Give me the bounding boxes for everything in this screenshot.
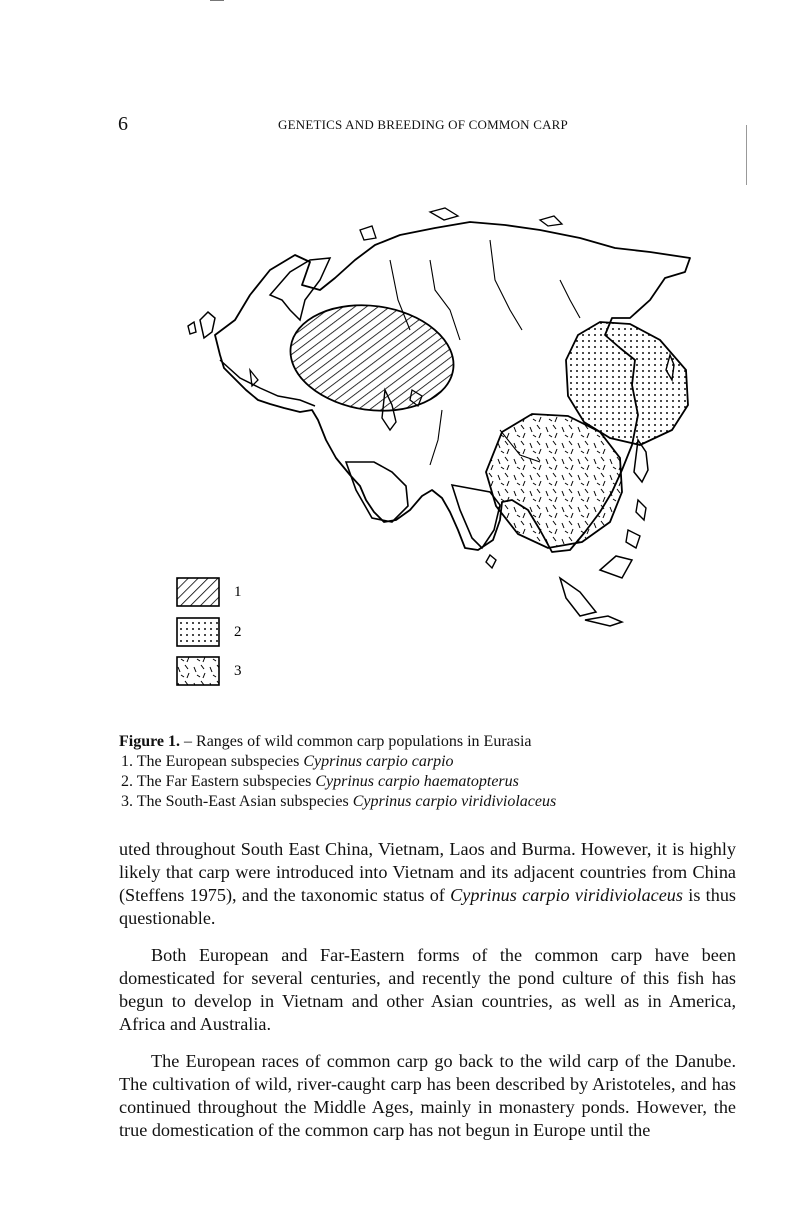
paragraph-1-taxon: Cyprinus carpio viridiviolaceus [450, 885, 683, 905]
japan [634, 440, 648, 482]
paragraph-2: Both European and Far-Eastern forms of the common carp have been domesticated for several centuries, and recently the pond culture of this fish has begun to develop in Vietnam and other Asian countries, as well as in America, Africa and Australia. [119, 945, 736, 1034]
paragraph-3: The European races of common carp go back to the wild carp of the Danube. The cultivation of wild, river-caught carp has been described by Aristoteles, and has continued throughout the Middle Ages, mainly in monastery ponds. However, the true domestication of the common carp has not begun in Europe until the [119, 1051, 736, 1140]
caption-item-3-text: 3. The South-East Asian subspecies [121, 793, 353, 810]
running-head: GENETICS AND BREEDING OF COMMON CARP [278, 117, 568, 132]
caption-item-1-text: 1. The European subspecies [121, 753, 304, 770]
british-isles [200, 312, 215, 338]
caption-title-line [119, 732, 556, 752]
caption-label: Figure 1. [119, 733, 181, 750]
caption-item-2 [119, 772, 556, 792]
paragraph-1-b: is thus questionable. [119, 885, 737, 928]
page-number: 6 [118, 113, 128, 135]
legend-label-1: 1 [234, 584, 242, 600]
legend-label-3: 3 [234, 663, 242, 679]
caption-item-2-text: 2. The Far Eastern subspecies [121, 773, 316, 790]
arabian-peninsula [346, 462, 408, 522]
paragraph-1 [119, 838, 736, 930]
legend-swatch-3 [177, 657, 219, 685]
legend-swatch-1 [177, 578, 219, 606]
arctic-islands [430, 208, 458, 220]
rivers [430, 260, 460, 340]
legend-swatch-2 [177, 618, 219, 646]
caption-item-3-taxon: Cyprinus carpio viridiviolaceus [352, 793, 557, 810]
caption-item-1-taxon: Cyprinus carpio carpio [303, 753, 454, 770]
indonesia [560, 578, 596, 616]
eurasia-range-map [160, 200, 720, 700]
range-3-south-east-asian [486, 414, 622, 548]
caption-title: – Ranges of wild common carp populations in Eurasia [180, 733, 532, 750]
legend-label-2: 2 [234, 624, 242, 640]
scan-mark-right [746, 125, 747, 185]
philippines [636, 500, 646, 520]
scan-mark-top [210, 0, 224, 1]
body-text [119, 838, 736, 1156]
caption-item-2-taxon: Cyprinus carpio haematopterus [315, 773, 519, 790]
paragraph-1-a: uted throughout South East China, Vietnam, Laos and Burma. However, it is highly likely that carp were introduced into Vietnam and its adjacent countries from China (Steffens 1975), and the taxonomic status of [119, 839, 736, 905]
caption-item-1 [119, 752, 556, 772]
figure-caption [119, 732, 556, 812]
caption-item-3 [119, 792, 556, 812]
range-1-european [284, 295, 461, 421]
